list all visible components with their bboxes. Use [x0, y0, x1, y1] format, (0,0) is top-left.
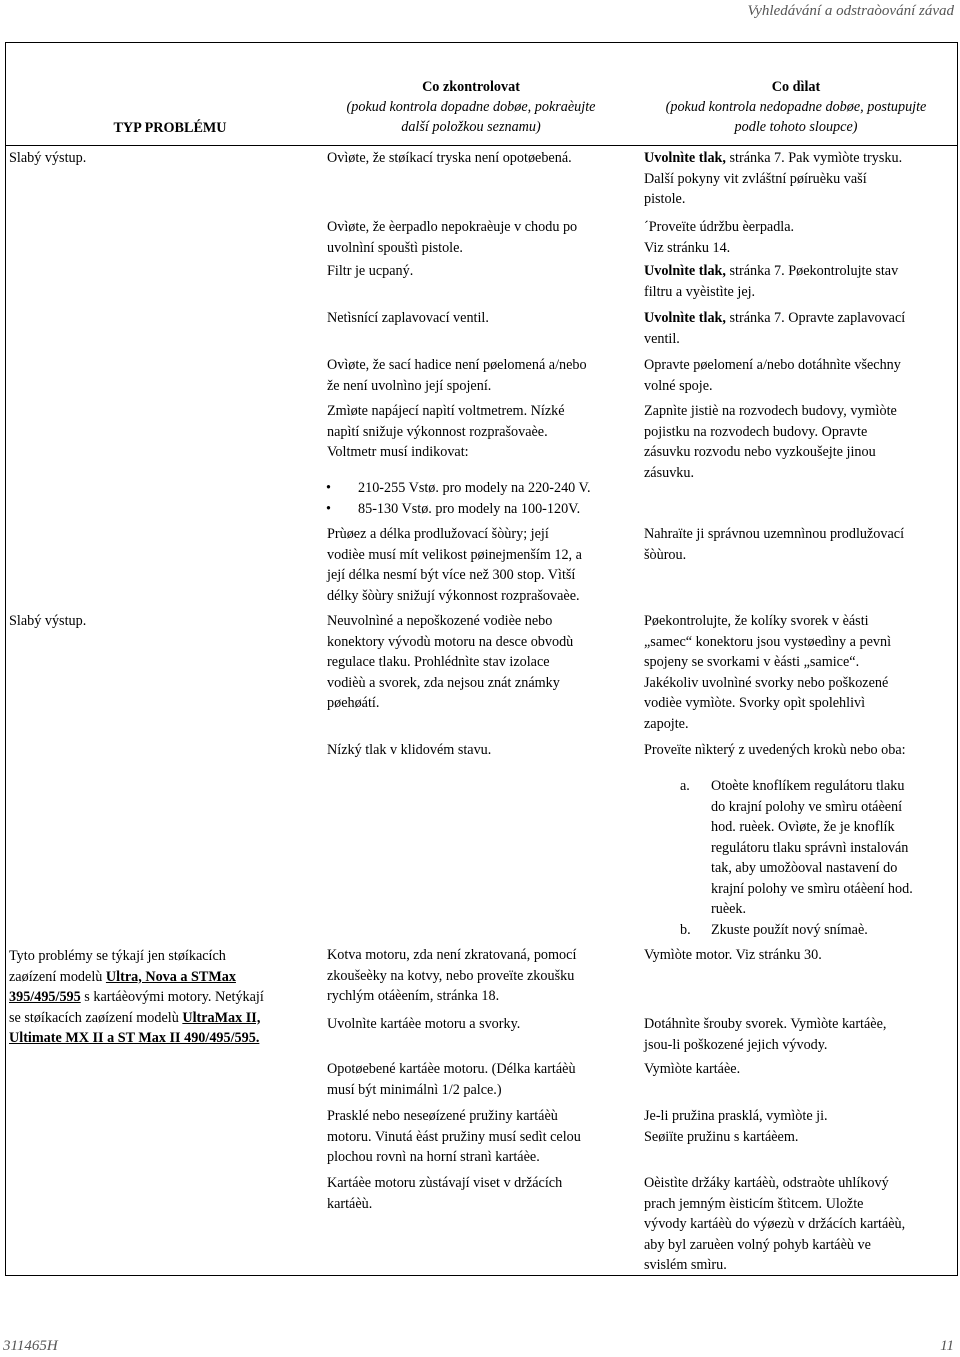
- action-clean-filter-text: stránka 7. Pøekontrolujte stav: [725, 263, 899, 279]
- action-tighten-terminals-line-1: Dotáhnìte šrouby svorek. Vymìòte kartáèe,: [644, 1016, 887, 1032]
- check-motor-leads: [327, 611, 573, 714]
- step-a-line-7: ruèek.: [711, 901, 747, 917]
- action-replace-extension-cord-line-1: Nahraïte ji správnou uzemnìnou prodlužovací: [644, 526, 905, 542]
- check-brush-springs-line-1: Prasklé nebo neseøízené pružiny kartáèù: [327, 1108, 558, 1124]
- note-models-numbers: 395/495/595: [9, 989, 81, 1005]
- note-models-ultramax: UltraMax II,: [182, 1009, 261, 1026]
- action-replace-motor: Vymìòte motor. Viz stránku 30.: [644, 947, 822, 963]
- action-pump-service: [644, 217, 794, 258]
- action-repair-priming-valve-line-1: [644, 308, 905, 329]
- action-fix-brush-spring-line-1: Je-li pružina prasklá, vymìòte ji.: [644, 1108, 828, 1124]
- check-supply-voltage-line-3: Voltmetr musí indikovat:: [327, 444, 469, 460]
- check-supply-voltage: [327, 401, 565, 463]
- note-line-3-text: s kartáèovými motory. Netýkají: [80, 989, 264, 1005]
- check-pump-running: [327, 217, 577, 258]
- check-motor-leads-line-1: Neuvolnìné a nepoškozené vodièe nebo: [327, 613, 553, 629]
- step-b-marker: b.: [680, 922, 691, 938]
- column-header-problem-type: TYP PROBLÉMU: [113, 120, 227, 136]
- check-extension-cord: [327, 524, 582, 606]
- action-clean-brush-holders-line-2: prach jemným èisticím štìtcem. Uložte: [644, 1195, 864, 1212]
- action-replace-nozzle-text: stránka 7. Pak vymìòte trysku.: [725, 150, 903, 166]
- action-fix-power-supply: [644, 401, 897, 483]
- action-clean-filter-line-2: filtru a vyèistìte jej.: [644, 283, 756, 300]
- action-clean-brush-holders-line-5: svislém smìru.: [644, 1257, 727, 1273]
- action-check-connector-terminals-line-1: Pøekontrolujte, že kolíky svorek v èásti: [644, 613, 869, 629]
- check-worn-brushes-line-2: musí být minimálnì 1/2 palce.): [327, 1081, 502, 1098]
- check-supply-voltage-line-1: Zmìøte napájecí napìtí voltmetrem. Nízké: [327, 403, 565, 419]
- check-motor-leads-line-4: vodièù a svorek, zda nejsou znát známky: [327, 674, 560, 691]
- check-motor-armature-line-1: Kotva motoru, zda není zkratovaná, pomocí: [327, 947, 577, 963]
- page-number: 11: [940, 1338, 954, 1354]
- check-subtitle-2: další položkou seznamu): [401, 119, 541, 135]
- action-pump-service-line-2: Viz stránku 14.: [644, 239, 731, 256]
- note-line-2: [9, 967, 309, 988]
- action-replace-brushes: Vymìòte kartáèe.: [644, 1061, 741, 1077]
- action-fix-brush-spring-line-2: Seøiïte pružinu s kartáèem.: [644, 1128, 799, 1145]
- action-clean-filter-line-1: [644, 261, 898, 282]
- action-fix-power-supply-line-1: Zapnìte jistiè na rozvodech budovy, vymìòte: [644, 403, 897, 419]
- model-applicability-note: [9, 946, 309, 1049]
- column-header-action: [620, 77, 960, 137]
- action-pump-service-line-1: ´Proveïte údržbu èerpadla.: [644, 219, 795, 235]
- check-supply-voltage-line-2: napìtí snižuje výkonnost rozprašovaèe.: [327, 423, 548, 440]
- check-brush-springs-line-2: motoru. Vinutá èást pružiny musí sedìt celou: [327, 1128, 581, 1145]
- check-worn-brushes: [327, 1059, 576, 1100]
- check-subtitle-1: (pokud kontrola dopadne dobøe, pokraèujte: [346, 99, 596, 115]
- action-fix-power-supply-line-4: zásuvku.: [644, 464, 695, 481]
- action-title: Co dìlat: [771, 79, 821, 95]
- check-motor-leads-line-3: regulace tlaku. Prohlédnìte stav izolace: [327, 654, 550, 670]
- check-motor-armature-line-2: zkoušeèky na kotvy, nebo proveïte zkoušku: [327, 967, 575, 984]
- action-fix-brush-spring: [644, 1106, 828, 1147]
- action-replace-extension-cord-line-2: šòùrou.: [644, 546, 687, 563]
- action-subtitle-2: podle tohoto sloupce): [734, 119, 858, 135]
- problem-type-weak-output-2: Slabý výstup.: [9, 613, 87, 629]
- action-relieve-pressure-label: Uvolnìte tlak,: [644, 150, 726, 166]
- header-divider: [5, 145, 958, 146]
- check-extension-cord-line-2: vodièe musí mít velikost pøinejmenším 12, a: [327, 546, 582, 563]
- check-nozzle-wear: Ovìøte, že støíkací tryska není opotøebená.: [327, 150, 572, 166]
- action-fix-suction-hose-line-1: Opravte pøelomení a/nebo dotáhnìte všechny: [644, 357, 901, 373]
- note-line-4-text: se støíkacích zaøízení modelù: [9, 1009, 183, 1026]
- check-pump-running-line-2: uvolnìní spouštì pistole.: [327, 239, 463, 256]
- check-motor-leads-line-5: pøehøátí.: [327, 695, 380, 711]
- step-a-line-4: regulátoru tlaku správnì instalován: [711, 839, 909, 856]
- action-check-connector-terminals-line-5: vodièe vymìòte. Svorky opìt spolehlivì: [644, 695, 866, 711]
- step-a-line-2: do krajní polohy ve smìru otáèení: [711, 798, 903, 815]
- action-check-connector-terminals-line-2: „samec“ konektoru jsou vystøedìny a pevnì: [644, 633, 892, 650]
- action-replace-nozzle-line-3: pistole.: [644, 191, 686, 207]
- check-priming-valve: Netìsnící zaplavovací ventil.: [327, 310, 489, 326]
- action-fix-suction-hose: [644, 355, 901, 396]
- action-check-connector-terminals-line-3: spojeny se svorkami v èásti „samice“.: [644, 654, 860, 670]
- check-low-stall-pressure: Nízký tlak v klidovém stavu.: [327, 742, 492, 758]
- note-line-1: Tyto problémy se týkají jen støíkacích: [9, 948, 226, 964]
- check-motor-armature-line-3: rychlým otáèením, stránka 18.: [327, 988, 500, 1004]
- check-pump-running-line-1: Ovìøte, že èerpadlo nepokraèuje v chodu po: [327, 219, 578, 235]
- voltage-range-220-240: 210-255 Vstø. pro modely na 220-240 V.: [358, 480, 591, 496]
- action-replace-extension-cord: [644, 524, 904, 565]
- note-line-2-text: zaøízení modelù: [9, 968, 106, 985]
- step-a-turn-pressure-knob: [711, 776, 913, 920]
- step-a-line-5: tak, aby umožòoval nastavení do: [711, 860, 898, 876]
- column-header-check: [296, 77, 646, 137]
- action-relieve-pressure-label: Uvolnìte tlak,: [644, 263, 726, 279]
- check-loose-brushes: Uvolnìte kartáèe motoru a svorky.: [327, 1016, 521, 1032]
- step-a-line-6: krajní polohy ve smìru otáèení hod.: [711, 880, 913, 897]
- action-repair-priming-valve: [644, 308, 905, 349]
- note-line-3: [9, 987, 309, 1008]
- check-title: Co zkontrolovat: [422, 79, 520, 95]
- action-tighten-terminals-line-2: jsou-li poškozené jejich vývody.: [644, 1036, 828, 1053]
- action-replace-nozzle-line-2: Další pokyny vit zvláštní pøíruèku vaší: [644, 170, 867, 187]
- action-fix-suction-hose-line-2: volné spoje.: [644, 377, 713, 394]
- action-check-connector-terminals-line-4: Jakékoliv uvolnìné svorky nebo poškozené: [644, 674, 889, 691]
- step-b-new-transducer: Zkuste použít nový snímaè.: [711, 922, 868, 938]
- step-a-marker: a.: [680, 778, 690, 794]
- document-number: 311465H: [3, 1338, 58, 1354]
- check-suction-hose-line-2: že není uvolnìno její spojení.: [327, 377, 492, 394]
- action-low-pressure-steps: Proveïte nìkterý z uvedených krokù nebo oba:: [644, 742, 906, 758]
- action-check-connector-terminals-line-6: zapojte.: [644, 715, 689, 732]
- voltage-bullet-1-marker: •: [326, 480, 331, 496]
- action-fix-power-supply-line-2: pojistku na rozvodech budovy. Opravte: [644, 423, 868, 440]
- check-suction-hose-line-1: Ovìøte, že sací hadice není pøelomená a/nebo: [327, 357, 587, 373]
- check-worn-brushes-line-1: Opotøebené kartáèe motoru. (Délka kartáèù: [327, 1061, 576, 1077]
- check-brush-springs-line-3: plochou rovnì na horní stranì kartáèe.: [327, 1149, 540, 1165]
- action-clean-brush-holders-line-4: aby byl zaruèen volný pohyb kartáèù ve: [644, 1236, 871, 1253]
- check-motor-leads-line-2: konektory vývodù motoru na desce obvodù: [327, 633, 574, 650]
- action-check-connector-terminals: [644, 611, 891, 734]
- note-line-4: [9, 1008, 309, 1029]
- action-tighten-terminals: [644, 1014, 886, 1055]
- check-motor-armature: [327, 945, 576, 1007]
- problem-type-weak-output-1: Slabý výstup.: [9, 150, 87, 166]
- check-brushes-binding-line-1: Kartáèe motoru zùstávají viset v držácích: [327, 1175, 563, 1191]
- page-running-title: Vyhledávání a odstraòování závad: [747, 3, 954, 19]
- action-clean-filter: [644, 261, 898, 302]
- action-replace-nozzle: [644, 148, 902, 210]
- check-brushes-binding-line-2: kartáèù.: [327, 1195, 373, 1212]
- check-extension-cord-line-1: Prùøez a délka prodlužovací šòùry; její: [327, 526, 549, 542]
- check-extension-cord-line-4: délky šòùry snižují výkonnost rozprašovaèe.: [327, 587, 580, 604]
- action-relieve-pressure-label: Uvolnìte tlak,: [644, 310, 726, 326]
- voltage-range-100-120: 85-130 Vstø. pro modely na 100-120V.: [358, 501, 581, 517]
- step-a-line-1: Otoète knoflíkem regulátoru tlaku: [711, 778, 905, 794]
- action-repair-priming-valve-text: stránka 7. Opravte zaplavovací: [725, 310, 906, 326]
- action-repair-priming-valve-line-2: ventil.: [644, 330, 680, 347]
- check-brush-springs: [327, 1106, 581, 1168]
- action-replace-nozzle-line-1: [644, 148, 902, 169]
- step-a-line-3: hod. ruèek. Ovìøte, že je knoflík: [711, 819, 895, 835]
- action-fix-power-supply-line-3: zásuvku rozvodu nebo vyzkoušejte jinou: [644, 444, 876, 460]
- check-suction-hose: [327, 355, 587, 396]
- note-line-5: [9, 1028, 309, 1049]
- note-models-ultra-nova: Ultra, Nova a STMax: [105, 968, 236, 985]
- check-filter-clogged: Filtr je ucpaný.: [327, 263, 414, 279]
- action-clean-brush-holders-line-3: vývody kartáèù do výøezù v držácích kartáèù,: [644, 1216, 906, 1232]
- action-clean-brush-holders-line-1: Oèistìte držáky kartáèù, odstraòte uhlíkový: [644, 1175, 889, 1191]
- action-subtitle-1: (pokud kontrola nedopadne dobøe, postupujte: [665, 99, 927, 115]
- check-extension-cord-line-3: její délka nesmí být více než 300 stop. Vìtší: [327, 567, 576, 583]
- action-clean-brush-holders: [644, 1173, 905, 1276]
- check-brushes-binding: [327, 1173, 562, 1214]
- note-models-ultimate: Ultimate MX II a ST Max II 490/495/595.: [9, 1030, 260, 1046]
- voltage-bullet-2-marker: •: [326, 501, 331, 517]
